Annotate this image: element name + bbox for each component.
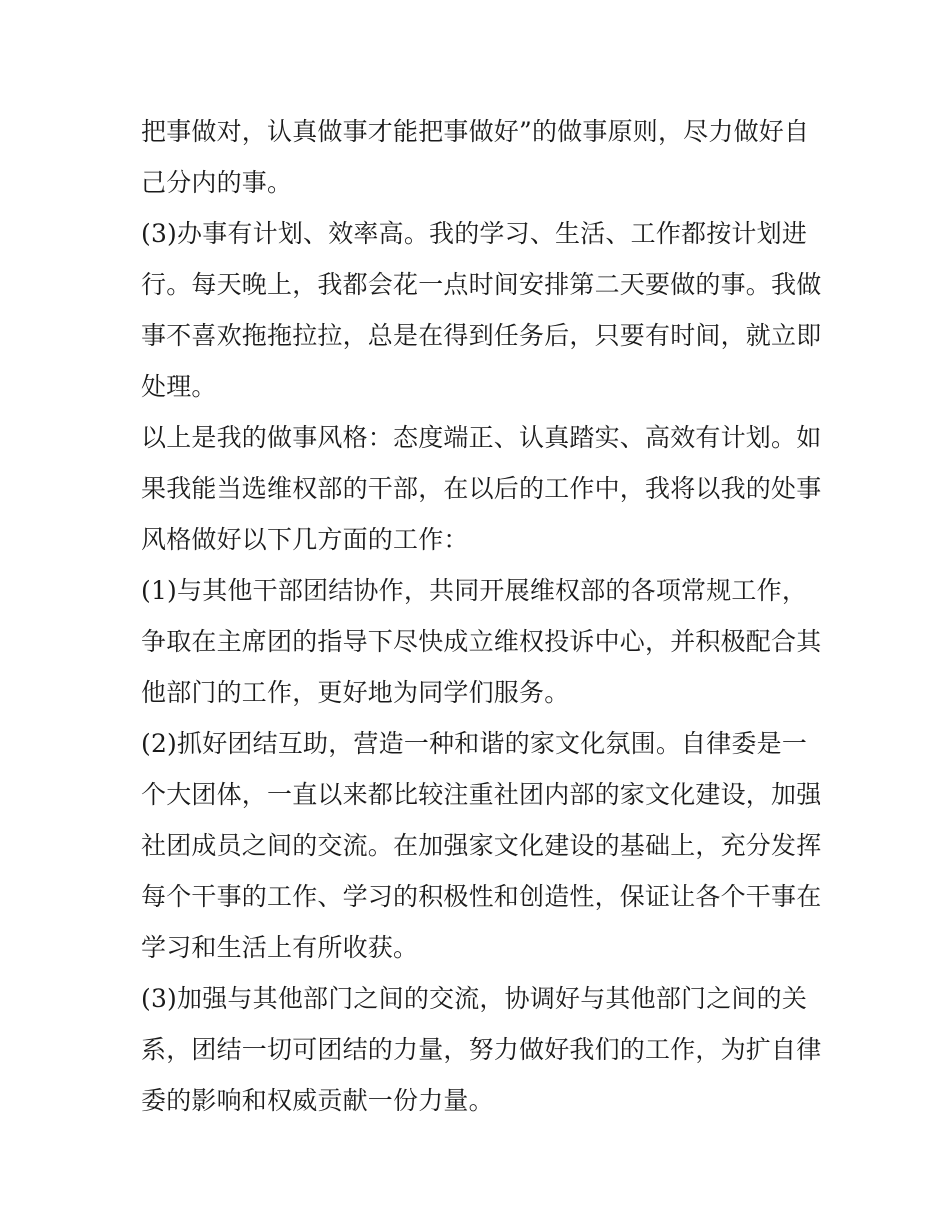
document-body [141, 106, 821, 1126]
text-line: 社团成员之间的交流。在加强家文化建设的基础上，充分发挥 [141, 831, 822, 860]
text-line: 每个干事的工作、学习的积极性和创造性，保证让各个干事在 [141, 882, 822, 911]
text-line: 个大团体，一直以来都比较注重社团内部的家文化建设，加强 [141, 780, 822, 809]
text-line: 处理。 [141, 372, 217, 401]
text-line: 把事做对，认真做事才能把事做好”的做事原则，尽力做好自 [141, 117, 810, 146]
text-line: 委的影响和权威贡献一份力量。 [141, 1086, 494, 1115]
text-line: 他部门的工作，更好地为同学们服务。 [141, 678, 570, 707]
text-line: (3)加强与其他部门之间的交流，协调好与其他部门之间的关 [141, 984, 808, 1013]
text-line: 事不喜欢拖拖拉拉，总是在得到任务后，只要有时间，就立即 [141, 321, 822, 350]
text-line: 以上是我的做事风格：态度端正、认真踏实、高效有计划。如 [141, 423, 822, 452]
text-line: 风格做好以下几方面的工作： [141, 525, 469, 554]
text-line: 果我能当选维权部的干部，在以后的工作中，我将以我的处事 [141, 474, 822, 503]
text-line: 学习和生活上有所收获。 [141, 933, 419, 962]
text-line: 行。每天晚上，我都会花一点时间安排第二天要做的事。我做 [141, 270, 822, 299]
text-line: 系，团结一切可团结的力量，努力做好我们的工作，为扩自律 [141, 1035, 822, 1064]
text-line: 己分内的事。 [141, 168, 293, 197]
text-line: (1)与其他干部团结协作，共同开展维权部的各项常规工作， [141, 576, 808, 605]
text-line: (3)办事有计划、效率高。我的学习、生活、工作都按计划进 [141, 219, 808, 248]
text-line: 争取在主席团的指导下尽快成立维权投诉中心，并积极配合其 [141, 627, 822, 656]
text-line: (2)抓好团结互助，营造一种和谐的家文化氛围。自律委是一 [141, 729, 808, 758]
